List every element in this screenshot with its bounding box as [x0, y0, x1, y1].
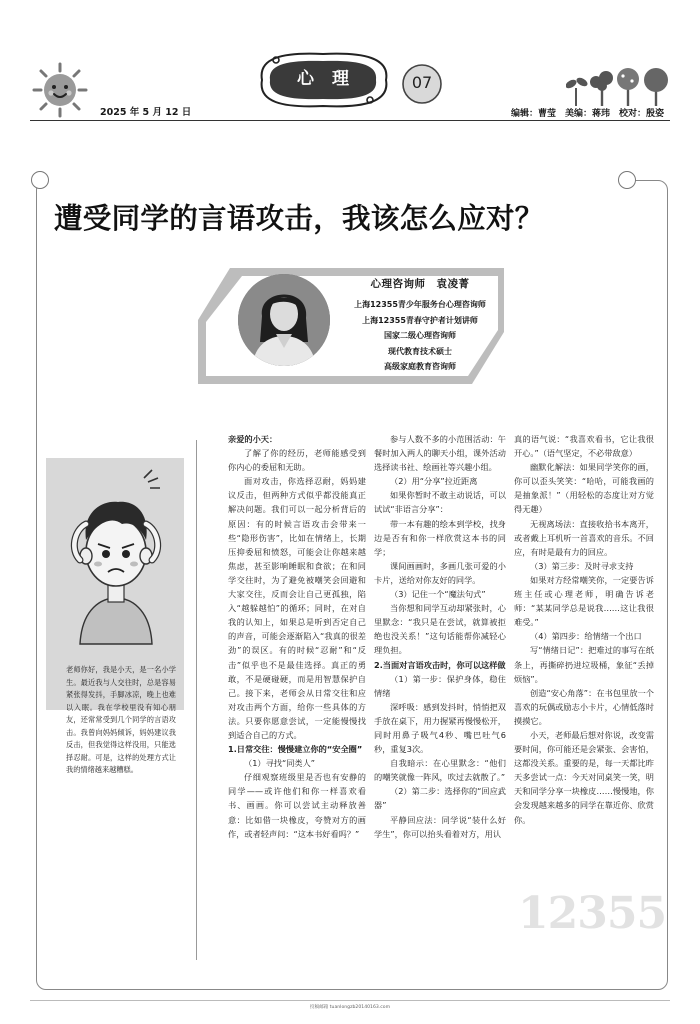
article-paragraph: 如果对方经常嘲笑你，一定要告诉班主任或心理老师，明确告诉老师：“某某同学总是说我……这让我很难受。”	[514, 574, 654, 628]
article-paragraph: （1）第一步：保护身体，稳住情绪	[374, 673, 506, 698]
article-paragraph: 无视离场法：直接收拾书本离开，或者戴上耳机听一首喜欢的音乐。不回应，有时是最有力的回应。	[514, 518, 654, 557]
article-paragraph: （2）第二步：选择你的“回应武器”	[374, 786, 506, 811]
article-paragraph: （1）寻找“同类人”	[244, 758, 316, 769]
article-column-3	[514, 432, 654, 827]
article-paragraph: 带一本有趣的绘本到学校，找身边是否有和你一样欣赏这本书的同学；	[374, 518, 506, 557]
editor-credits: 编辑：曹莹 美编：蒋玮 校对：殷姿	[510, 109, 664, 119]
trees-decoration-icon	[566, 62, 670, 106]
article-paragraph: 仔细观察班级里是否也有安静的同学——或许他们和你一样喜欢看书、画画。你可以尝试主动释放善意：比如借一块橡皮，夸赞对方的画作，或者轻声问：“这本书好看吗？”	[228, 772, 366, 839]
article-subheading: 2.当面对言语攻击时，你可以这样做	[374, 659, 506, 670]
article-paragraph: 如果你暂时不敢主动说话，可以试试“非语言分享”：	[374, 490, 506, 515]
article-column-1	[228, 432, 366, 841]
reader-letter-text: 老师你好，我是小天，是一名小学生。最近我与人交往时，总是容易紧张得发抖，手脚冰凉，晚上也难以入眠。我在学校里没有知心朋友，还常常受到几个同学的言语攻击。我曾向妈妈倾诉，妈妈建议我反击，但我觉得这样没用，只能选择忍耐。可是，这样的处理方式让我的情绪越来越糟糕。	[66, 665, 176, 774]
article-paragraph: 平静回应法：同学说“装什么好学生”，你可以抬头看着对方，用认	[374, 814, 506, 839]
author-title: 现代教育技术硕士	[388, 346, 452, 356]
author-title: 国家二级心理咨询师	[384, 331, 456, 340]
masthead-divider	[30, 120, 670, 121]
section-title: 心理	[297, 69, 367, 89]
footer-divider	[30, 1000, 670, 1001]
column-divider	[196, 440, 197, 960]
author-title: 上海12355青春守护者计划讲师	[362, 315, 478, 325]
article-column-2	[374, 432, 506, 841]
author-info	[332, 276, 508, 375]
article-paragraph: （3）记住一个“魔法句式”	[390, 589, 486, 600]
article-paragraph: 深呼吸：感到发抖时，悄悄把双手放在桌下，用力握紧再慢慢松开，同时用鼻子吸气4秒、嘴巴吐气6秒，重复3次。	[374, 701, 506, 755]
article-paragraph: （2）用“分享”拉近距离	[390, 476, 478, 487]
article-paragraph: （3）第三步：及时寻求支持	[530, 560, 634, 571]
article-paragraph: 课间画画时，多画几张可爱的小卡片，送给对你友好的同学。	[374, 560, 506, 585]
article-subheading: 亲爱的小天：	[228, 434, 278, 444]
article-paragraph: 小天，老师最后想对你说，改变需要时间，你可能还是会紧张、会害怕，这都没关系。重要的是，每一天都比昨天多尝试一点：今天对同桌笑一笑，明天和同学分享一块橡皮……慢慢地，你会发现越来越多的同学在靠近你、欣赏你。	[514, 729, 654, 825]
frame-corner-ornament	[31, 171, 49, 189]
smiling-sun-icon	[32, 62, 88, 118]
issue-date: 2025 年 5 月 12 日	[100, 107, 192, 118]
author-portrait	[236, 272, 332, 368]
article-paragraph: 真的语气说：“我喜欢看书，它让我很开心。”（语气坚定，不必带敌意）	[514, 434, 654, 459]
article-paragraph: 幽默化解法：如果同学笑你的画，你可以歪头笑笑：“哈哈，可能我画的是抽象派！”（用轻松的态度让对方觉得无趣）	[514, 462, 654, 515]
hotline-watermark: 12355	[518, 888, 667, 939]
article-paragraph: 当你想和同学互动却紧张时，心里默念：“我只是在尝试，就算被拒绝也没关系！”这句话能帮你减轻心理负担。	[374, 603, 506, 656]
article-headline: 遭受同学的言语攻击，我该怎么应对？	[54, 202, 544, 235]
frame-corner-ornament	[618, 171, 636, 189]
author-title: 高级家庭教育咨询师	[384, 362, 456, 371]
article-paragraph: 自我暗示：在心里默念：“他们的嘲笑就像一阵风，吹过去就散了。”	[374, 758, 506, 783]
article-paragraph: 创造“安心角落”：在书包里放一个喜欢的玩偶或励志小卡片，心情低落时摸摸它。	[514, 687, 654, 726]
author-name: 心理咨询师 袁凌菁	[370, 278, 470, 290]
page-number: 07	[411, 73, 433, 92]
author-title: 上海12355青少年服务台心理咨询师	[354, 300, 486, 309]
footer-contact: 投稿邮箱 tuanlongzb20140163.com	[309, 1005, 391, 1010]
article-paragraph: 面对攻击，你选择忍耐，妈妈建议反击，但两种方式似乎都没能真正解决问题。我们可以一起分析背后的原因：有的时候言语攻击会带来一些“隐形伤害”，比如在情绪上，长期压抑委屈和愤怒，可能会让你越来越焦虑，甚至影响睡眠和食欲；在和同学交往时，为了避免被嘲笑会回避和大家交往，反而会让自己更孤独，陷入“越躲越怕”的循环；同时，在对自我的认知上，如果总是听到否定自己的声音，可能会逐渐陷入“我真的很差劲”的误区。有的时候“忍耐”和“反击”似乎也不是最佳选择。真正的勇敢，不是硬碰硬，而是用智慧保护自己。接下来，老师会从日常交往和应对攻击两个方面，给你一些具体的方法。只要你愿意尝试，一定能慢慢找到适合自己的方式。	[228, 476, 366, 740]
article-paragraph: 参与人数不多的小范围活动：午餐时加入两人的聊天小组，课外活动选择读书社、绘画社等兴趣小组。	[374, 434, 506, 473]
article-paragraph: （4）第四步：给情绪一个出口	[530, 631, 642, 642]
article-subheading: 1.日常交往：慢慢建立你的“安全圈”	[228, 744, 363, 755]
article-paragraph: 写“情绪日记”：把难过的事写在纸条上，再撕碎扔进垃圾桶，象征“丢掉烦恼”。	[514, 645, 654, 684]
article-paragraph: 了解了你的经历，老师能感受到你内心的委屈和无助。	[228, 448, 366, 473]
